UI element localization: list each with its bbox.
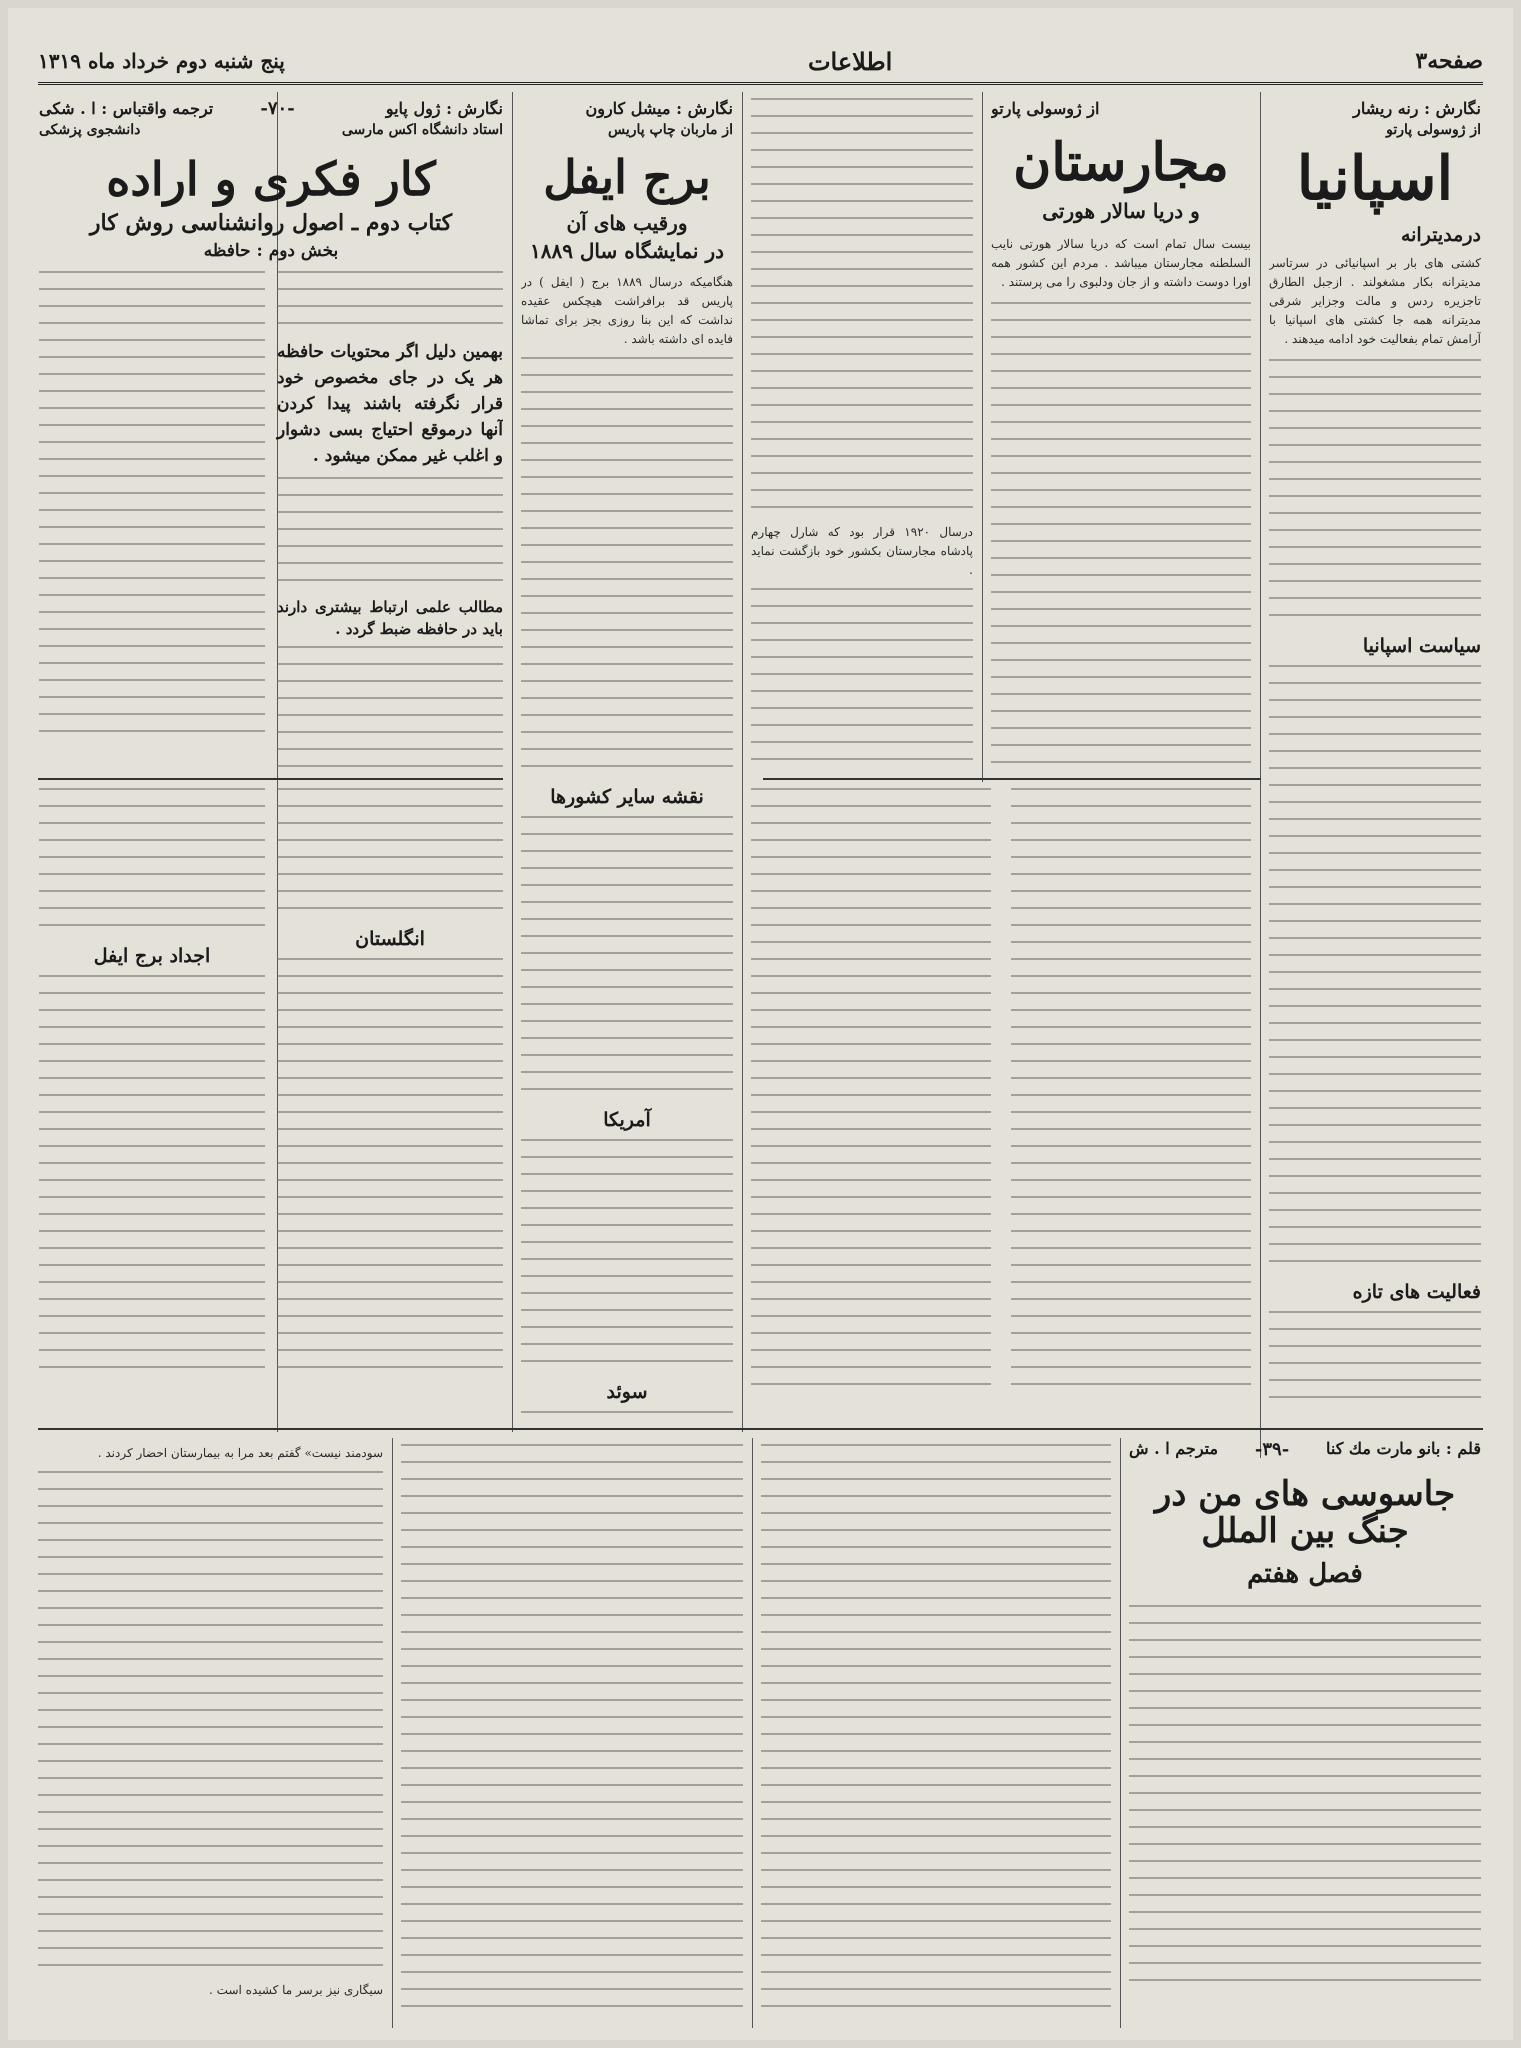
eiffel-section-america: آمریکا bbox=[603, 1108, 651, 1131]
text-lines bbox=[751, 98, 973, 508]
text-lines bbox=[277, 477, 503, 581]
serial-col-1 bbox=[761, 1444, 1111, 2024]
article-espionage bbox=[1129, 1438, 1481, 2028]
work-section-england: انگلستان bbox=[355, 928, 425, 950]
column-rule bbox=[512, 92, 513, 1432]
serial-col-3 bbox=[38, 1444, 383, 2024]
work-headline: کار فکری و اراده bbox=[106, 152, 436, 206]
text-lines bbox=[39, 788, 265, 926]
text-lines bbox=[277, 271, 503, 324]
text-lines bbox=[521, 1139, 733, 1362]
text-lines bbox=[1269, 665, 1481, 1262]
serial-opening: سودمند نیست» گفتم بعد مرا به بیمارستان احضار کردند . bbox=[97, 1446, 383, 1460]
article-hungary bbox=[991, 98, 1251, 768]
work-byline-author: نگارش : ژول پایو bbox=[385, 99, 503, 118]
article-work-continued bbox=[39, 788, 503, 1408]
section-rule bbox=[38, 778, 503, 780]
work-section-ancestors: اجداد برج ایفل bbox=[93, 945, 211, 967]
spain-byline-source: از ژوسولی پارتو bbox=[1386, 122, 1481, 138]
issue-date: پنج شنبه دوم خرداد ماه ۱۳۱۹ bbox=[38, 49, 285, 73]
hungary-byline: از ژوسولی پارتو bbox=[991, 99, 1100, 118]
eiffel-subhead2: در نمایشگاه سال ۱۸۸۹ bbox=[529, 238, 725, 263]
eiffel-section-rivals: نقشه سایر کشورها bbox=[550, 785, 704, 808]
newspaper-page bbox=[8, 8, 1513, 2040]
article-hungary-continued bbox=[751, 788, 1251, 1408]
text-lines bbox=[1011, 788, 1251, 1400]
spain-headline: اسپانیا bbox=[1296, 144, 1454, 214]
text-lines bbox=[277, 958, 503, 1368]
column-rule bbox=[752, 1438, 753, 2028]
text-lines bbox=[38, 1471, 383, 1966]
text-lines bbox=[1129, 1605, 1481, 1981]
column-rule bbox=[392, 1438, 393, 2028]
eiffel-subhead1: ورقیب های آن bbox=[566, 210, 688, 235]
article-eiffel bbox=[521, 98, 733, 1418]
text-lines bbox=[39, 975, 265, 1368]
article-spain bbox=[1269, 98, 1481, 1418]
hungary-intro: بیست سال تمام است که دریا سالار هورتی نایب السلطنه مجارستان میباشد . مردم این کشور همه اورا دوست داشته و از جان ودلبوی را می پرستند . bbox=[991, 237, 1251, 290]
text-lines bbox=[751, 788, 991, 1400]
espionage-headline: جاسوسی های من در جنگ بین الملل bbox=[1154, 1474, 1456, 1552]
spain-section-new-activities: فعالیت های تازه bbox=[1352, 1281, 1481, 1303]
eiffel-byline: نگارش : میشل کارون bbox=[585, 99, 733, 118]
column-rule bbox=[982, 92, 983, 782]
spain-section-mediterranean: درمدیترانه bbox=[1400, 224, 1481, 246]
espionage-issue-number: -۳۹- bbox=[1254, 1438, 1290, 1460]
hungary-date-para: درسال ۱۹۲۰ قرار بود که شارل چهارم پادشاه مجارستان بکشور خود بازگشت نماید . bbox=[751, 525, 973, 577]
work-subhead: کتاب دوم ـ اصول روانشناسی روش کار bbox=[89, 209, 453, 236]
work-part: بخش دوم : حافظه bbox=[203, 240, 339, 261]
hungary-subhead: و دریا سالار هورتی bbox=[1042, 199, 1200, 224]
work-translator-sub: دانشجوی پزشکی bbox=[39, 122, 141, 138]
serial-tail: سیگاری نیز برسر ما کشیده است . bbox=[209, 1983, 383, 1997]
masthead bbox=[38, 40, 1483, 85]
work-bold-paragraph-2: مطالب علمی ارتباط بیشتری دارند باید در حافظه ضبط گردد . bbox=[277, 597, 503, 638]
text-lines bbox=[39, 271, 265, 732]
text-lines bbox=[401, 1444, 743, 2007]
column-rule bbox=[1260, 92, 1261, 1458]
eiffel-intro: هنگامیکه درسال ۱۸۸۹ برج ( ایفل ) در پاریس قد برافراشت هیچکس عقیده نداشت که این بنا روزی بجز برای تماشا فایده ای داشته باشد . bbox=[521, 274, 733, 346]
paper-name: اطلاعات bbox=[807, 46, 893, 76]
work-issue-number: -۷۰- bbox=[260, 98, 295, 119]
page-label: صفحه۳ bbox=[1415, 48, 1483, 74]
page-rule bbox=[38, 1428, 1483, 1430]
text-lines bbox=[751, 588, 973, 768]
spain-section-politics: سیاست اسپانیا bbox=[1362, 635, 1481, 657]
text-lines bbox=[521, 1411, 733, 1418]
work-byline-author-sub: استاد دانشگاه اکس مارسی bbox=[341, 122, 503, 138]
text-lines bbox=[277, 788, 503, 909]
article-work-will bbox=[39, 98, 503, 768]
espionage-translator: مترجم ا . ش bbox=[1129, 1439, 1219, 1458]
hungary-headline: مجارستان bbox=[1013, 132, 1229, 193]
text-lines bbox=[1269, 1311, 1481, 1398]
eiffel-byline-sub: از ماربان چاپ پاریس bbox=[607, 122, 733, 138]
spain-intro: کشتی های بار بر اسپانیائی در سرتاسر مدیترانه بکار مشغولند . ازجبل الطارق تاجزیره ردس و مالت وجزایر شرقی مدیترانه همه جا کشتی های اسپانیا با آرامش تمام بفعالیت خود ادامه میدهند . bbox=[1269, 256, 1481, 346]
article-hungary-col2 bbox=[751, 98, 973, 768]
work-translator: ترجمه واقتباس : ا . شکی bbox=[39, 99, 214, 118]
espionage-chapter: فصل هفتم bbox=[1247, 1558, 1363, 1589]
text-lines bbox=[1269, 359, 1481, 616]
text-lines bbox=[277, 646, 503, 768]
text-lines bbox=[521, 816, 733, 1090]
column-rule bbox=[1120, 1438, 1121, 2028]
text-lines bbox=[521, 357, 733, 767]
column-rule bbox=[742, 92, 743, 1432]
eiffel-section-sweden: سوئد bbox=[606, 1380, 648, 1403]
section-rule bbox=[763, 778, 1261, 780]
serial-col-2 bbox=[401, 1444, 743, 2024]
text-lines bbox=[991, 302, 1251, 768]
spain-byline: نگارش : رنه ریشار bbox=[1353, 99, 1481, 118]
text-lines bbox=[761, 1444, 1111, 2007]
eiffel-headline: برج ایفل bbox=[543, 150, 711, 204]
espionage-author: قلم : بانو مارت مك كنا bbox=[1325, 1439, 1481, 1458]
work-bold-paragraph: بهمین دلیل اگر محتویات حافظه هر یک در جای مخصوص خود قرار نگرفته باشند پیدا کردن آنها درموقع احتیاج بسی دشوار و اغلب غیر ممکن میشود . bbox=[277, 341, 503, 466]
